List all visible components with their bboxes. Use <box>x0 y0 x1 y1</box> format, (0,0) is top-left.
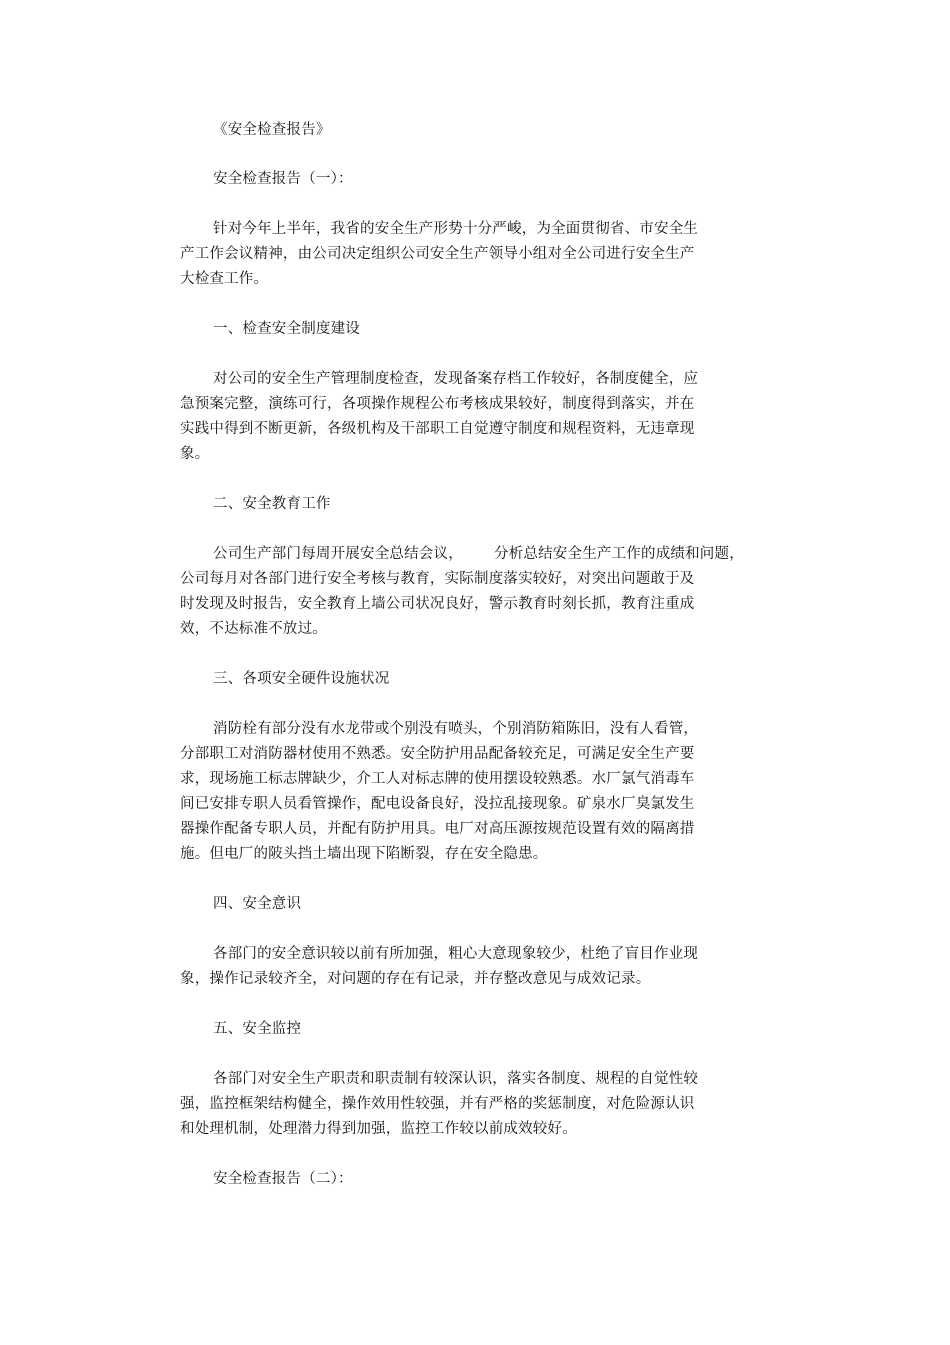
paragraph-line: 求，现场施工标志牌缺少，介工人对标志牌的使用摆设较熟悉。水厂氯气消毒车 <box>180 771 695 787</box>
section-heading-5: 五、安全监控 <box>213 1021 302 1037</box>
paragraph-line: 大检查工作。 <box>180 271 269 287</box>
paragraph-line: 施。但电厂的陂头挡土墙出现下陷断裂，存在安全隐患。 <box>180 846 548 862</box>
paragraph-line: 效，不达标准不放过。 <box>180 621 327 637</box>
paragraph-line: 急预案完整，演练可行，各项操作规程公布考核成果较好，制度得到落实，并在 <box>180 396 695 412</box>
section-heading-1: 一、检查安全制度建设 <box>213 321 360 337</box>
section-heading-2: 二、安全教育工作 <box>213 496 331 512</box>
paragraph-line: 象，操作记录较齐全，对问题的存在有记录，并存整改意见与成效记录。 <box>180 971 651 987</box>
paragraph-line: 针对今年上半年，我省的安全生产形势十分严峻，为全面贯彻省、市安全生 <box>213 221 699 237</box>
paragraph-line: 各部门的安全意识较以前有所加强，粗心大意现象较少，杜绝了盲目作业现 <box>213 946 699 962</box>
paragraph-line: 消防栓有部分没有水龙带或个别没有喷头，个别消防箱陈旧，没有人看管， <box>213 721 699 737</box>
paragraph-line: 分析总结安全生产工作的成绩和问题， <box>494 546 744 562</box>
paragraph-line: 象。 <box>180 446 210 462</box>
paragraph-line: 强，监控框架结构健全，操作效用性较强，并有严格的奖惩制度，对危险源认识 <box>180 1096 695 1112</box>
report-one-heading: 安全检查报告（一）： <box>213 171 353 187</box>
paragraph-line: 时发现及时报告，安全教育上墙公司状况良好，警示教育时刻长抓，教育注重成 <box>180 596 695 612</box>
paragraph-line: 对公司的安全生产管理制度检查，发现备案存档工作较好，各制度健全，应 <box>213 371 699 387</box>
document-title: 《安全检查报告》 <box>213 122 331 138</box>
paragraph-line: 公司生产部门每周开展安全总结会议， <box>213 546 463 562</box>
paragraph-line: 产工作会议精神，由公司决定组织公司安全生产领导小组对全公司进行安全生产 <box>180 246 695 262</box>
paragraph-line: 各部门对安全生产职责和职责制有较深认识，落实各制度、规程的自觉性较 <box>213 1071 699 1087</box>
section-heading-3: 三、各项安全硬件设施状况 <box>213 671 390 687</box>
paragraph-line: 器操作配备专职人员，并配有防护用具。电厂对高压源按规范设置有效的隔离措 <box>180 821 695 837</box>
paragraph-line: 公司每月对各部门进行安全考核与教育，实际制度落实较好，对突出问题敢于及 <box>180 571 695 587</box>
paragraph-line: 间已安排专职人员看管操作，配电设备良好，没拉乱接现象。矿泉水厂臭氯发生 <box>180 796 695 812</box>
paragraph-line: 和处理机制，处理潜力得到加强，监控工作较以前成效较好。 <box>180 1121 577 1137</box>
paragraph-line: 分部职工对消防器材使用不熟悉。安全防护用品配备较充足，可满足安全生产要 <box>180 746 695 762</box>
paragraph-line: 实践中得到不断更新，各级机构及干部职工自觉遵守制度和规程资料，无违章现 <box>180 421 695 437</box>
report-two-heading: 安全检查报告（二）： <box>213 1171 353 1187</box>
section-heading-4: 四、安全意识 <box>213 896 302 912</box>
